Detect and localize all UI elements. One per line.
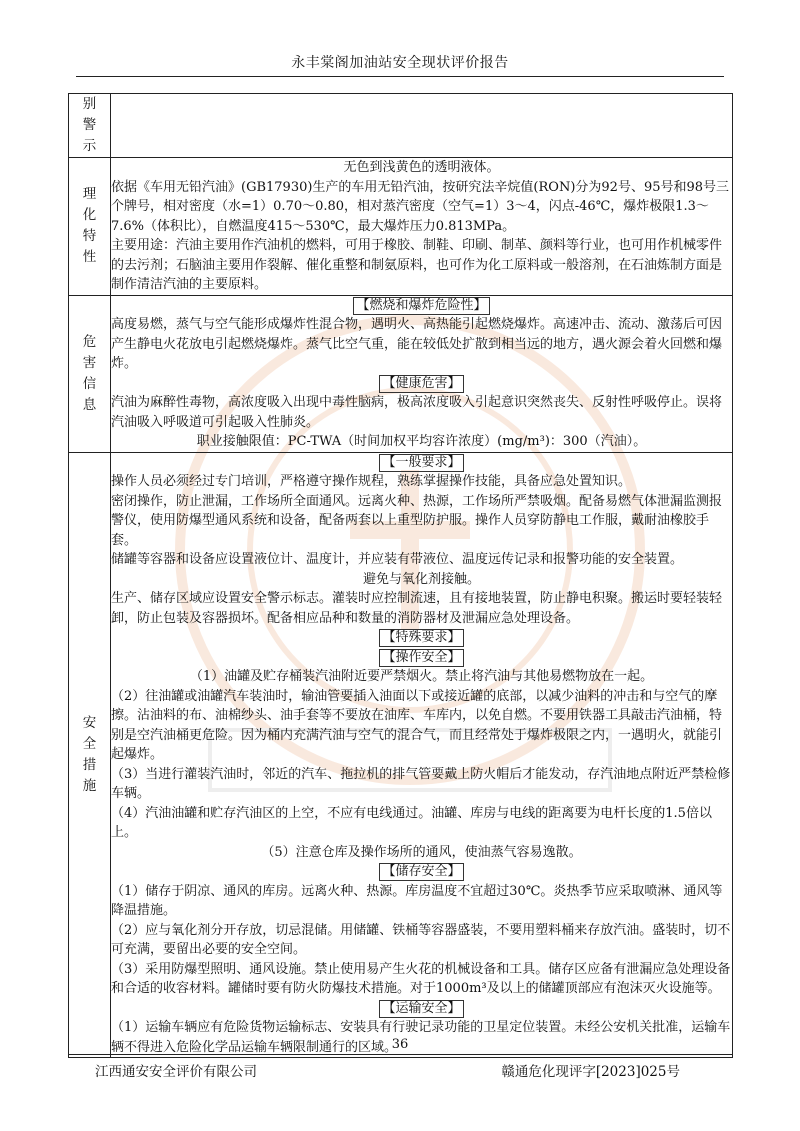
label-warning: 别 警 示	[69, 94, 111, 158]
fire-explosion-text: 高度易燃，蒸气与空气能形成爆炸性混合物，遇明火、高热能引起燃烧爆炸。高速冲击、流动、激荡后可因产生静电火花放电引起燃烧爆炸。蒸气比空气重，能在较低处扩散到相当远的地方，遇火源会着火回燃和爆炸。	[111, 317, 723, 371]
storage-3: （3）采用防爆型照明、通风设施。禁止使用易产生火花的机械设备和工具。储存区应备有泄漏应急处理设备和合适的收容材料。罐储时要有防火防爆技术措施。对于1000m³及以上的储罐顶部应有泡沫灭火设施等。	[111, 961, 731, 996]
storage-2: （2）应与氧化剂分开存放，切忌混储。用储罐、铁桶等容器盛装，不要用塑料桶来存放汽油。盛装时，切不可充满，要留出必要的安全空间。	[111, 922, 731, 957]
storage-1: （1）储存于阴凉、通风的库房。远离火种、热源。库房温度不宜超过30℃。炎热季节应采取喷淋、通风等降温措施。	[111, 883, 723, 918]
footer-company: 江西通安安全评价有限公司	[95, 1064, 257, 1080]
general-2: 密闭操作，防止泄漏，工作场所全面通风。远离火种、热源，工作场所严禁吸烟。配备易燃气体泄漏监测报警仪，使用防爆型通风系统和设备，配备两套以上重型防护服。操作人员穿防静电工作服，戴耐油橡胶手套。	[111, 493, 723, 548]
label-physchem: 理 化 特 性	[69, 158, 111, 296]
cell-safety	[111, 452, 733, 1058]
heading-general: 【一般要求】	[379, 454, 463, 472]
row-warning	[69, 94, 733, 158]
general-4: 避免与氧化剂接触。	[362, 571, 480, 587]
cell-physchem	[111, 158, 733, 296]
exposure-limit: 职业接触限值：PC-TWA（时间加权平均容许浓度）(mg/m³)：300（汽油）。	[196, 434, 647, 449]
cell-warning	[111, 94, 733, 158]
operation-3: （3）当进行灌装汽油时，邻近的汽车、拖拉机的排气管要戴上防火帽后才能发动，存汽油地点附近严禁检修车辆。	[111, 766, 731, 801]
operation-1: （1）油罐及贮存桶装汽油附近要严禁烟火。禁止将汽油与其他易燃物放在一起。	[189, 669, 654, 684]
health-text: 汽油为麻醉性毒物，高浓度吸入出现中毒性脑病，极高浓度吸入引起意识突然丧失、反射性呼吸停止。误将汽油吸入呼吸道可引起吸入性肺炎。	[111, 395, 723, 430]
row-safety	[69, 452, 733, 1058]
physchem-uses: 主要用途：汽油主要用作汽油机的燃料，可用于橡胶、制鞋、印刷、制革、颜料等行业，也可用作机械零件的去污剂；石脑油主要用作裂解、催化重整和制氨原料，也可作为化工原料或一般溶剂，在石油炼制方面是制作清洁汽油的主要原料。	[111, 238, 723, 292]
heading-fire-explosion: 【燃烧和爆炸危险性】	[353, 297, 489, 315]
general-1: 操作人员必须经过专门培训，严格遵守操作规程，熟练掌握操作技能，具备应急处置知识。	[111, 474, 632, 489]
physchem-grades: 依据《车用无铅汽油》(GB17930)生产的车用无铅汽油，按研究法辛烷值(RON)分为92号、95号和98号三个牌号，相对密度（水=1）0.70～0.80，相对蒸汽密度（空气=1）3～4，闪点-46℃，爆炸极限1.3～7.6%（体积比），自燃温度415～530℃，最大爆炸压力0.813MPa。	[111, 179, 730, 234]
heading-operation: 【操作安全】	[379, 649, 463, 667]
footer-report-code: 赣通危化现评字[2023]025号	[501, 1064, 680, 1080]
operation-5: （5）注意仓库及操作场所的通风，使油蒸气容易逸散。	[261, 844, 582, 860]
heading-health: 【健康危害】	[379, 375, 463, 393]
page-header-title: 永丰棠阁加油站安全现状评价报告	[291, 55, 509, 71]
label-safety: 安 全 措 施	[69, 452, 111, 1058]
footer-rule	[68, 1054, 733, 1055]
physchem-appearance: 无色到浅黄色的透明液体。	[343, 160, 500, 175]
label-hazard: 危 害 信 息	[69, 295, 111, 452]
heading-transport: 【运输安全】	[379, 1000, 463, 1018]
row-physchem	[69, 158, 733, 296]
hazard-table	[68, 93, 733, 1058]
operation-2: （2）往油罐或油罐汽车装油时，输油管要插入油面以下或接近罐的底部，以减少油料的冲击和与空气的摩擦。沾油料的布、油棉纱头、油手套等不要放在油库、车库内，以免自燃。不要用铁器工具敲击汽油桶，特别是空汽油桶更危险。因为桶内充满汽油与空气的混合气，而且经常处于爆炸极限之内，一遇明火，就能引起爆炸。	[111, 688, 723, 762]
cell-hazard	[111, 295, 733, 452]
page-number: 36	[391, 1037, 409, 1052]
row-hazard	[69, 295, 733, 452]
general-5: 生产、储存区域应设置安全警示标志。灌装时应控制流速，且有接地装置，防止静电积聚。搬运时要轻装轻卸，防止包装及容器损坏。配备相应品种和数量的消防器材及泄漏应急处理设备。	[111, 591, 723, 626]
heading-special: 【特殊要求】	[379, 629, 463, 647]
header-rule	[76, 76, 724, 77]
transport-1: （1）运输车辆应有危险货物运输标志、安装具有行驶记录功能的卫星定位装置。未经公安机关批准，运输车辆不得进入危险化学品运输车辆限制通行的区域。	[111, 1020, 731, 1055]
heading-storage: 【储存安全】	[379, 863, 463, 881]
general-3: 储罐等容器和设备应设置液位计、温度计，并应装有带液位、温度远传记录和报警功能的安全装置。	[111, 552, 684, 567]
operation-4: （4）汽油油罐和贮存汽油区的上空，不应有电线通过。油罐、库房与电线的距离要为电杆长度的1.5倍以上。	[111, 805, 712, 840]
